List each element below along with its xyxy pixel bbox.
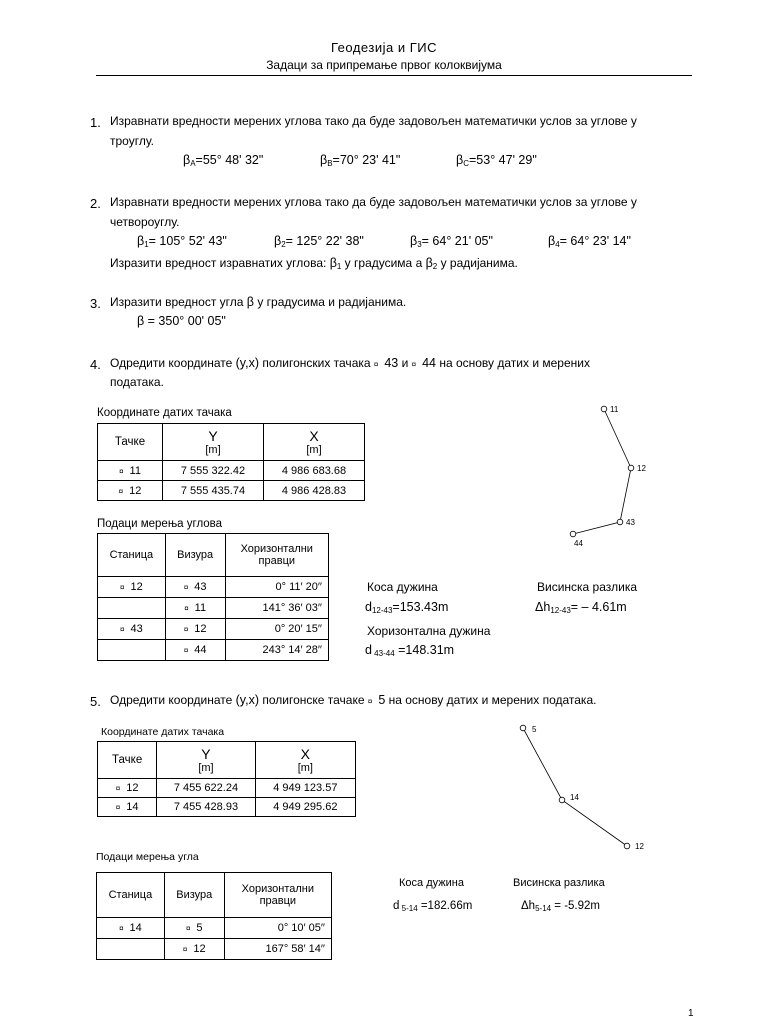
table-row: ¤ 14 ¤ 5 0° 10′ 05′′ [97,918,332,939]
table-header-station: Станица [98,534,166,577]
task-5-text-line1: Одредити координате (y,x) полигонске тачаке ¤ 5 на основу датих и мерених података. [110,693,597,707]
task-4-text-line2: података. [110,375,164,389]
task-4-height-value: $\Delta h_{12-43}= - 4.61m$ [535,600,627,615]
point-11-label: 11 [610,405,619,414]
task-4-height-label: Висинска разлика [537,580,638,594]
point-12-marker [628,465,634,471]
task-2-angle-2: $\beta_2= 125^\circ$ 22' 38" [274,234,364,249]
point-14-marker [559,797,565,803]
point-44-marker [570,531,576,537]
point-5-marker [520,725,526,731]
task-5-measurement-table [96,872,332,960]
task-4-coords-caption: Координате датих тачака [97,407,232,419]
task-2-text-line2: четвороуглу. [110,215,180,229]
traverse-line [523,728,627,846]
task-2-angle-4: $\beta_4= 64^\circ$ 23' 14" [548,234,631,249]
table-header-point: Тачке [98,742,157,779]
table-header-target: Визура [164,873,224,918]
header-divider [96,75,692,76]
task-5-slope-label: Коса дужина [399,877,464,889]
task-1-angle-c: $\beta_C=53^\circ$ 47' 29" [456,153,537,168]
task-4-measurement-table [97,533,329,661]
task-5-height-value: $\Delta h_{5-14} = -5.92m$ [521,900,600,913]
point-12-label: 12 [635,842,644,851]
table-row: ¤ 12 7 455 622.24 4 949 123.57 [98,779,356,798]
point-12-marker [624,843,630,849]
task-4-text-line1: Одредити координате (y,x) полигонских тачака ¤ 43 и ¤ 44 на основу датих и мерених [110,356,590,370]
table-header-y: Y [m] [157,742,255,779]
table-row: ¤ 12 ¤ 43 0° 11′ 20′′ [98,577,329,598]
task-1-text-line1: Изравнати вредности мерених углова тако да буде задовољен математички услов за углове у [110,114,637,128]
table-row: ¤ 11 141° 36′ 03′′ [98,598,329,619]
task-5-number: 5. [90,694,101,709]
table-row: ¤ 14 7 455 428.93 4 949 295.62 [98,798,356,817]
table-row: ¤ 12 7 555 435.74 4 986 428.83 [98,481,365,501]
task-4-slope-label: Коса дужина [367,580,438,594]
point-14-label: 14 [570,793,579,802]
table-header-x: X [m] [264,424,365,461]
task-3-number: 3. [90,296,101,311]
table-row: ¤ 12 167° 58′ 14′′ [97,939,332,960]
task-1-number: 1. [90,115,101,130]
point-43-marker [617,519,623,525]
point-5-label: 5 [532,725,537,734]
page-title: Геодезија и ГИС [331,40,437,55]
task-2-text-line1: Изравнати вредности мерених углова тако да буде задовољен математички услов за углове у [110,195,637,209]
task-3-value: β = 350° 00' 05" [137,314,226,328]
task-2-express-text: Изразити вредност изравнатих углова: $\beta_1$ у градусима а $\beta_2$ у радијанима. [110,256,518,271]
task-1-angle-b: $\beta_B=70^\circ$ 23' 41" [320,153,401,168]
task-5-height-label: Висинска разлика [513,877,605,889]
table-header-direction: Хоризонтални правци [224,873,331,918]
page-subtitle: Задаци за припремање првог колоквијума [266,58,502,72]
point-43-label: 43 [626,518,635,527]
point-11-marker [601,406,607,412]
table-header-target: Визура [165,534,225,577]
task-2-number: 2. [90,196,101,211]
task-5-coords-caption: Координате датих тачака [101,726,225,738]
task-4-horizontal-value: d $_{43-44}$ =148.31m [365,643,455,658]
task-5-slope-value: d $_{5-14}$ =182.66m [393,900,473,913]
task-1-text-line2: троуглу. [110,134,154,148]
table-row: ¤ 43 ¤ 12 0° 20′ 15′′ [98,619,329,640]
table-header-station: Станица [97,873,165,918]
page-number: 1 [688,1008,694,1019]
task-4-horizontal-label: Хоризонтална дужина [367,624,491,638]
task-2-angle-1: $\beta_1= 105^\circ$ 52' 43" [137,234,227,249]
table-header-direction: Хоризонтални правци [225,534,328,577]
task-4-traverse-sketch [560,400,660,550]
table-row: ¤ 11 7 555 322.42 4 986 683.68 [98,461,365,481]
table-header-y: Y [m] [163,424,264,461]
task-1-angle-a: $\beta_A=55^\circ$ 48' 32" [183,153,264,168]
table-header-x: X [m] [255,742,355,779]
table-row: ¤ 44 243° 14′ 28′′ [98,640,329,661]
task-4-coords-table [97,423,365,501]
task-2-angle-3: $\beta_3= 64^\circ$ 21' 05" [410,234,493,249]
task-4-meas-caption: Подаци мерења углова [97,518,223,530]
task-5-meas-caption: Подаци мерења угла [96,851,199,863]
point-12-label: 12 [637,464,646,473]
point-44-label: 44 [574,539,583,548]
traverse-line [573,409,631,534]
task-5-traverse-sketch [510,720,660,860]
table-header-point: Тачке [98,424,163,461]
task-3-text: Изразити вредност угла β у градусима и радијанима. [110,295,407,309]
task-4-number: 4. [90,357,101,372]
task-5-coords-table [97,741,356,817]
task-4-slope-value: $d_{12-43}=153.43m$ [365,600,449,615]
